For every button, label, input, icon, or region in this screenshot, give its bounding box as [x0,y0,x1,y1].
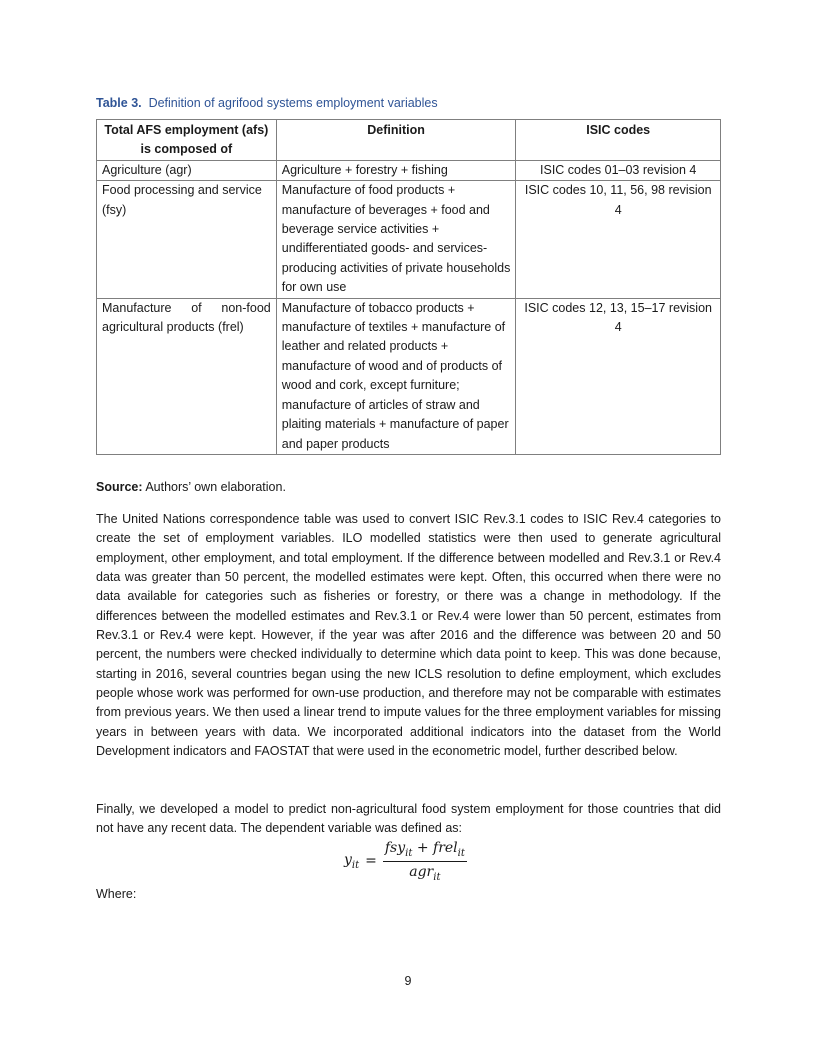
page-number: 9 [404,974,412,988]
source-text: Authors’ own elaboration. [145,480,286,494]
table-row [97,298,721,454]
formula-lhs: $y_{it}$ [344,851,360,871]
row-definition: Manufacture of tobacco products + manufacture of textiles + manufacture of leather and related products + manufacture of wood and of products of wood and cork, except furniture; manufacture of articles of straw and plaiting materials + manufacture of paper and paper products [276,298,516,454]
header-components: Total AFS employment (afs) is composed of [97,120,277,161]
table-source-note [96,480,286,494]
header-isic-codes: ISIC codes [516,120,721,161]
formula-fraction [383,840,467,883]
employment-definitions-table [96,119,721,455]
row-component: Manufacture of non-food agricultural products (frel) [97,298,277,454]
row-isic: ISIC codes 01–03 revision 4 [516,160,721,180]
row-definition: Manufacture of food products + manufacture of beverages + food and beverage service activities + undifferentiated goods- and services-producing activities of private households for own use [276,181,516,298]
source-label: Source: [96,480,143,494]
table-caption-label: Table 3. [96,96,142,110]
table-caption [96,96,438,110]
table-caption-title: Definition of agrifood systems employment variables [148,96,438,110]
body-paragraph-model: Finally, we developed a model to predict non-agricultural food system employment for those countries that did not have any recent data. The dependent variable was defined as: [96,802,721,836]
table-header-row [97,120,721,161]
formula-numerator: fsy$_{it}$ + frel$_{it}$ [383,840,467,862]
table-row [97,160,721,180]
header-definition: Definition [276,120,516,161]
row-isic: ISIC codes 12, 13, 15–17 revision 4 [516,298,721,454]
row-component: Agriculture (agr) [97,160,277,180]
where-label: Where: [96,887,137,901]
row-isic: ISIC codes 10, 11, 56, 98 revision 4 [516,181,721,298]
dependent-variable-formula [344,840,467,883]
row-component: Food processing and service (fsy) [97,181,277,298]
row-definition: Agriculture + forestry + fishing [276,160,516,180]
table-row [97,181,721,298]
formula-denominator: agr$_{it}$ [409,863,441,883]
body-paragraph-methodology: The United Nations correspondence table was used to convert ISIC Rev.3.1 codes to ISIC Rev.4 categories to create the set of employment variables. ILO modelled statistics were then used to generate agricultural employment, other employment, and total employment. If the difference between modelled and Rev.3.1 or Rev.4 data was greater than 50 percent, the modelled estimates were kept. Often, this occurred when there were no data available for categories such as fisheries or forestry, or there was a change in methodology. If the differences between the modelled estimates and Rev.3.1 or Rev.4 were lower than 50 percent, estimates from Rev.3.1 or Rev.4 were kept. However, if the year was after 2016 and the difference was between 20 and 50 percent, the numbers were checked individually to determine which data point to keep. This was done because, starting in 2016, several countries began using the new ICLS resolution to define employment, which excludes people whose work was performed for own-use production, and therefore may not be comparable with estimates from previous years. We then used a linear trend to impute values for the three employment variables for missing years in between years with data. We incorporated additional indicators into the dataset from the World Development indicators and FAOSTAT that were used in the econometric model, further described below. [96,512,721,759]
formula-equals: = [365,853,377,870]
